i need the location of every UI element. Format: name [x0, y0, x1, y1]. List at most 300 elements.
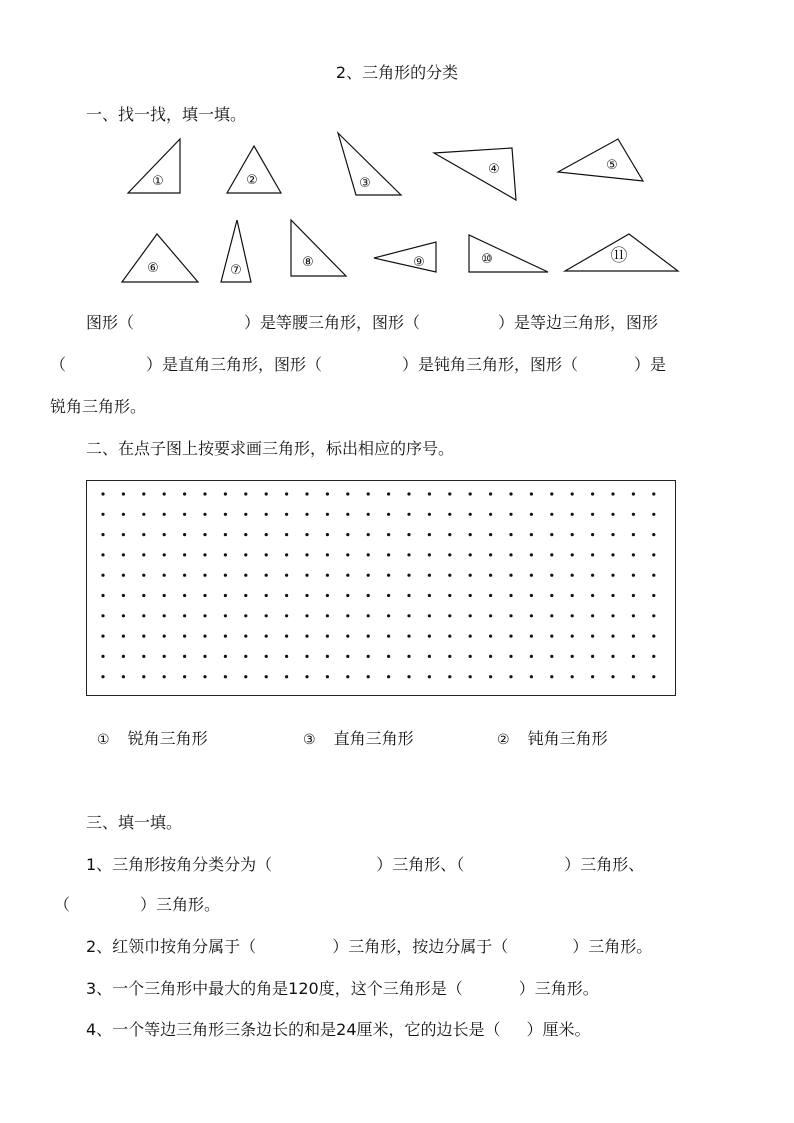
grid-dot: [122, 574, 125, 577]
grid-dot: [163, 533, 166, 536]
grid-dot: [571, 574, 574, 577]
grid-dot: [122, 553, 125, 556]
grid-dot: [550, 533, 553, 536]
grid-dot: [305, 655, 308, 658]
grid-dot: [530, 574, 533, 577]
grid-dot: [571, 492, 574, 495]
grid-dot: [367, 492, 370, 495]
grid-dot: [305, 675, 308, 678]
grid-dot: [448, 513, 451, 516]
grid-dot: [489, 655, 492, 658]
grid-dot: [448, 553, 451, 556]
grid-dot: [652, 614, 655, 617]
grid-dot: [632, 513, 635, 516]
grid-dot: [367, 594, 370, 597]
legend-mark: ②: [497, 732, 510, 748]
grid-dot: [367, 574, 370, 577]
triangle-4: [434, 148, 516, 200]
grid-dot: [387, 675, 390, 678]
grid-dot: [489, 574, 492, 577]
triangle-label: ⑦: [230, 263, 242, 278]
grid-dot: [428, 614, 431, 617]
grid-dot: [285, 553, 288, 556]
grid-dot: [611, 594, 614, 597]
grid-dot: [652, 594, 655, 597]
grid-dot: [591, 675, 594, 678]
triangle-label: ⑪: [610, 246, 628, 266]
grid-dot: [101, 635, 104, 638]
grid-dot: [652, 513, 655, 516]
grid-dot: [346, 574, 349, 577]
grid-dot: [285, 513, 288, 516]
legend-label: 直角三角形: [333, 729, 414, 748]
grid-dot: [122, 533, 125, 536]
grid-dot: [326, 594, 329, 597]
grid-dot: [448, 492, 451, 495]
grid-dot: [244, 655, 247, 658]
grid-dot: [367, 553, 370, 556]
grid-dot: [285, 614, 288, 617]
grid-dot: [407, 614, 410, 617]
grid-dot: [632, 675, 635, 678]
grid-dot: [101, 492, 104, 495]
grid-dot: [591, 492, 594, 495]
grid-dot: [428, 533, 431, 536]
grid-dot: [142, 533, 145, 536]
question-3-4: 4、一个等边三角形三条边长的和是24厘米，它的边长是（ ）厘米。: [86, 1020, 591, 1039]
grid-dot: [489, 594, 492, 597]
grid-dot: [407, 594, 410, 597]
grid-dot: [387, 655, 390, 658]
triangle-label: ⑨: [413, 255, 425, 270]
grid-dot: [591, 635, 594, 638]
grid-dot: [183, 574, 186, 577]
grid-dot: [469, 675, 472, 678]
grid-dot: [101, 655, 104, 658]
grid-dot: [203, 675, 206, 678]
grid-dot: [652, 533, 655, 536]
grid-dot: [142, 492, 145, 495]
grid-dot: [244, 574, 247, 577]
grid-dot: [265, 675, 268, 678]
grid-dot: [571, 675, 574, 678]
grid-dot: [448, 655, 451, 658]
grid-dot: [265, 614, 268, 617]
legend-mark: ③: [303, 732, 316, 748]
grid-dot: [611, 533, 614, 536]
grid-dot: [203, 614, 206, 617]
grid-dot: [611, 513, 614, 516]
grid-dot: [305, 635, 308, 638]
grid-dot: [407, 533, 410, 536]
grid-dot: [203, 553, 206, 556]
section3-heading: 三、填一填。: [86, 813, 183, 832]
grid-dot: [122, 635, 125, 638]
grid-dot: [305, 553, 308, 556]
grid-dot: [632, 614, 635, 617]
grid-dot: [101, 614, 104, 617]
grid-dot: [469, 533, 472, 536]
grid-dot: [265, 635, 268, 638]
grid-dot: [469, 655, 472, 658]
grid-dot: [142, 574, 145, 577]
grid-dot: [163, 594, 166, 597]
grid-dot: [591, 553, 594, 556]
grid-dot: [203, 574, 206, 577]
grid-dot: [448, 594, 451, 597]
grid-dot: [326, 655, 329, 658]
legend-item-right: [303, 726, 414, 749]
grid-dot: [367, 533, 370, 536]
legend-label: 锐角三角形: [127, 729, 208, 748]
grid-dot: [489, 635, 492, 638]
grid-dot: [183, 553, 186, 556]
triangle-5: [558, 139, 643, 181]
grid-dot: [591, 513, 594, 516]
grid-dot: [346, 675, 349, 678]
grid-dot: [550, 635, 553, 638]
section1-heading: 一、找一找，填一填。: [86, 105, 247, 124]
grid-dot: [305, 533, 308, 536]
grid-dot: [428, 594, 431, 597]
grid-dot: [571, 553, 574, 556]
grid-dot: [142, 513, 145, 516]
grid-dot: [346, 655, 349, 658]
grid-dot: [407, 553, 410, 556]
triangle-6: [122, 234, 198, 282]
grid-dot: [428, 574, 431, 577]
grid-dot: [101, 513, 104, 516]
grid-dot: [611, 574, 614, 577]
grid-dot: [244, 635, 247, 638]
grid-dot: [326, 614, 329, 617]
grid-dot: [632, 553, 635, 556]
grid-dot: [509, 594, 512, 597]
grid-dot: [509, 513, 512, 516]
grid-dot: [489, 533, 492, 536]
grid-dot: [530, 614, 533, 617]
grid-dot: [244, 492, 247, 495]
grid-dot: [285, 533, 288, 536]
grid-dot: [122, 675, 125, 678]
grid-dot: [163, 553, 166, 556]
section2-heading: 二、在点子图上按要求画三角形，标出相应的序号。: [86, 439, 455, 458]
triangle-8: [291, 220, 346, 276]
grid-dot: [387, 594, 390, 597]
grid-dot: [407, 574, 410, 577]
grid-dot: [203, 655, 206, 658]
triangle-label: ⑥: [147, 261, 159, 276]
grid-dot: [550, 553, 553, 556]
question-3-1-line1: 1、三角形按角分类分为（ ）三角形、（ ）三角形、: [86, 855, 645, 874]
grid-dot: [326, 635, 329, 638]
grid-dot: [407, 655, 410, 658]
grid-dot: [530, 594, 533, 597]
grid-dot: [244, 533, 247, 536]
grid-dot: [591, 594, 594, 597]
grid-dot: [183, 655, 186, 658]
grid-dot: [428, 513, 431, 516]
grid-dot: [224, 635, 227, 638]
grid-dot: [591, 614, 594, 617]
grid-dot: [571, 533, 574, 536]
question-1-line1: 图形（ ）是等腰三角形，图形（ ）是等边三角形，图形: [86, 313, 659, 332]
triangle-label: ③: [359, 176, 371, 191]
grid-dot: [611, 553, 614, 556]
grid-dot: [571, 614, 574, 617]
grid-dot: [183, 635, 186, 638]
question-3-3: 3、一个三角形中最大的角是120度，这个三角形是（ ）三角形。: [86, 979, 599, 998]
grid-dot: [122, 655, 125, 658]
grid-dot: [448, 614, 451, 617]
grid-dot: [530, 513, 533, 516]
grid-dot: [305, 492, 308, 495]
grid-dot: [611, 492, 614, 495]
grid-dot: [122, 594, 125, 597]
grid-dot: [224, 655, 227, 658]
grid-dot: [632, 533, 635, 536]
grid-dot: [346, 553, 349, 556]
grid-dot: [387, 614, 390, 617]
grid-dot: [469, 614, 472, 617]
grid-dot: [591, 574, 594, 577]
grid-dot: [387, 553, 390, 556]
grid-dot: [387, 533, 390, 536]
triangle-label: ⑩: [481, 252, 493, 267]
grid-dot: [571, 594, 574, 597]
grid-dot: [244, 614, 247, 617]
grid-dot: [142, 614, 145, 617]
grid-dot: [387, 635, 390, 638]
grid-dot: [509, 675, 512, 678]
grid-dot: [652, 492, 655, 495]
legend-item-obtuse: [497, 726, 608, 749]
grid-dot: [224, 675, 227, 678]
question-1-line2: （ ）是直角三角形，图形（ ）是钝角三角形，图形（ ）是: [50, 355, 667, 374]
grid-dot: [305, 574, 308, 577]
legend-mark: ①: [97, 732, 110, 748]
grid-dot: [285, 574, 288, 577]
grid-dot: [163, 675, 166, 678]
grid-dot: [285, 492, 288, 495]
grid-dot: [428, 553, 431, 556]
grid-dot: [285, 594, 288, 597]
grid-dot: [183, 675, 186, 678]
triangle-label: ④: [488, 162, 500, 177]
grid-dot: [652, 574, 655, 577]
grid-dot: [632, 492, 635, 495]
grid-dot: [285, 675, 288, 678]
grid-dot: [571, 635, 574, 638]
grid-dot: [346, 594, 349, 597]
grid-dot: [203, 533, 206, 536]
grid-dot: [632, 635, 635, 638]
grid-dot: [183, 492, 186, 495]
grid-dot: [142, 655, 145, 658]
grid-dot: [101, 594, 104, 597]
grid-dot: [367, 635, 370, 638]
grid-dot: [550, 614, 553, 617]
grid-dot: [285, 635, 288, 638]
grid-dot: [163, 614, 166, 617]
grid-dot: [652, 635, 655, 638]
grid-dot: [489, 492, 492, 495]
grid-dot: [346, 533, 349, 536]
grid-dot: [203, 635, 206, 638]
grid-dot: [611, 675, 614, 678]
grid-dot: [428, 635, 431, 638]
grid-dot: [428, 492, 431, 495]
grid-dot: [571, 655, 574, 658]
grid-dot: [163, 635, 166, 638]
grid-dot: [611, 614, 614, 617]
dot-grid-dots: [87, 481, 675, 695]
grid-dot: [122, 492, 125, 495]
grid-dot: [469, 594, 472, 597]
grid-dot: [367, 655, 370, 658]
grid-dot: [305, 513, 308, 516]
grid-dot: [244, 594, 247, 597]
triangle-label: ②: [246, 173, 258, 188]
grid-dot: [326, 574, 329, 577]
grid-dot: [652, 675, 655, 678]
grid-dot: [652, 553, 655, 556]
grid-dot: [122, 513, 125, 516]
grid-dot: [469, 553, 472, 556]
grid-dot: [387, 574, 390, 577]
grid-dot: [550, 574, 553, 577]
grid-dot: [530, 675, 533, 678]
grid-dot: [530, 635, 533, 638]
grid-dot: [448, 675, 451, 678]
grid-dot: [244, 675, 247, 678]
grid-dot: [509, 614, 512, 617]
grid-dot: [163, 492, 166, 495]
grid-dot: [203, 513, 206, 516]
grid-dot: [326, 492, 329, 495]
grid-dot: [224, 594, 227, 597]
grid-dot: [163, 655, 166, 658]
grid-dot: [632, 655, 635, 658]
grid-dot: [407, 513, 410, 516]
grid-dot: [550, 594, 553, 597]
grid-dot: [509, 553, 512, 556]
dot-grid[interactable]: [86, 480, 676, 696]
grid-dot: [163, 574, 166, 577]
grid-dot: [183, 513, 186, 516]
grid-dot: [428, 655, 431, 658]
grid-dot: [448, 533, 451, 536]
grid-dot: [530, 533, 533, 536]
grid-dot: [489, 675, 492, 678]
grid-dot: [183, 614, 186, 617]
page-title: 2、三角形的分类: [335, 63, 459, 82]
grid-dot: [469, 574, 472, 577]
grid-dot: [530, 553, 533, 556]
grid-dot: [305, 614, 308, 617]
grid-dot: [244, 553, 247, 556]
grid-dot: [489, 614, 492, 617]
grid-dot: [652, 655, 655, 658]
grid-dot: [346, 513, 349, 516]
grid-dot: [489, 513, 492, 516]
grid-dot: [469, 492, 472, 495]
grid-dot: [265, 553, 268, 556]
grid-dot: [550, 513, 553, 516]
grid-dot: [101, 553, 104, 556]
grid-dot: [509, 655, 512, 658]
grid-dot: [346, 635, 349, 638]
grid-dot: [183, 594, 186, 597]
grid-dot: [509, 574, 512, 577]
grid-dot: [265, 513, 268, 516]
grid-dot: [550, 655, 553, 658]
grid-dot: [224, 614, 227, 617]
grid-dot: [326, 533, 329, 536]
grid-dot: [489, 553, 492, 556]
grid-dot: [285, 655, 288, 658]
grid-dot: [142, 553, 145, 556]
grid-dot: [530, 655, 533, 658]
grid-dot: [571, 513, 574, 516]
grid-dot: [265, 533, 268, 536]
grid-dot: [244, 513, 247, 516]
grid-dot: [550, 492, 553, 495]
grid-dot: [407, 635, 410, 638]
grid-dot: [346, 614, 349, 617]
grid-dot: [265, 655, 268, 658]
grid-dot: [142, 635, 145, 638]
grid-dot: [183, 533, 186, 536]
legend-item-acute: [97, 726, 208, 749]
grid-dot: [550, 675, 553, 678]
legend-label: 钝角三角形: [527, 729, 608, 748]
question-1-line3: 锐角三角形。: [50, 397, 147, 416]
grid-dot: [265, 594, 268, 597]
grid-dot: [428, 675, 431, 678]
triangle-label: ⑧: [302, 255, 314, 270]
grid-dot: [101, 675, 104, 678]
grid-dot: [224, 553, 227, 556]
grid-dot: [591, 533, 594, 536]
grid-dot: [448, 574, 451, 577]
grid-dot: [611, 635, 614, 638]
grid-dot: [509, 492, 512, 495]
grid-dot: [611, 655, 614, 658]
triangle-label: ①: [152, 174, 164, 189]
grid-dot: [407, 675, 410, 678]
question-3-2: 2、红领巾按角分属于（ ）三角形，按边分属于（ ）三角形。: [86, 937, 653, 956]
grid-dot: [326, 553, 329, 556]
grid-dot: [509, 533, 512, 536]
grid-dot: [265, 574, 268, 577]
grid-dot: [122, 614, 125, 617]
grid-dot: [387, 492, 390, 495]
grid-dot: [305, 594, 308, 597]
grid-dot: [387, 513, 390, 516]
grid-dot: [224, 533, 227, 536]
grid-dot: [142, 594, 145, 597]
grid-dot: [448, 635, 451, 638]
grid-dot: [407, 492, 410, 495]
grid-dot: [326, 513, 329, 516]
grid-dot: [142, 675, 145, 678]
grid-dot: [224, 492, 227, 495]
grid-dot: [163, 513, 166, 516]
triangle-label: ⑤: [606, 158, 618, 173]
grid-dot: [632, 594, 635, 597]
grid-dot: [367, 513, 370, 516]
